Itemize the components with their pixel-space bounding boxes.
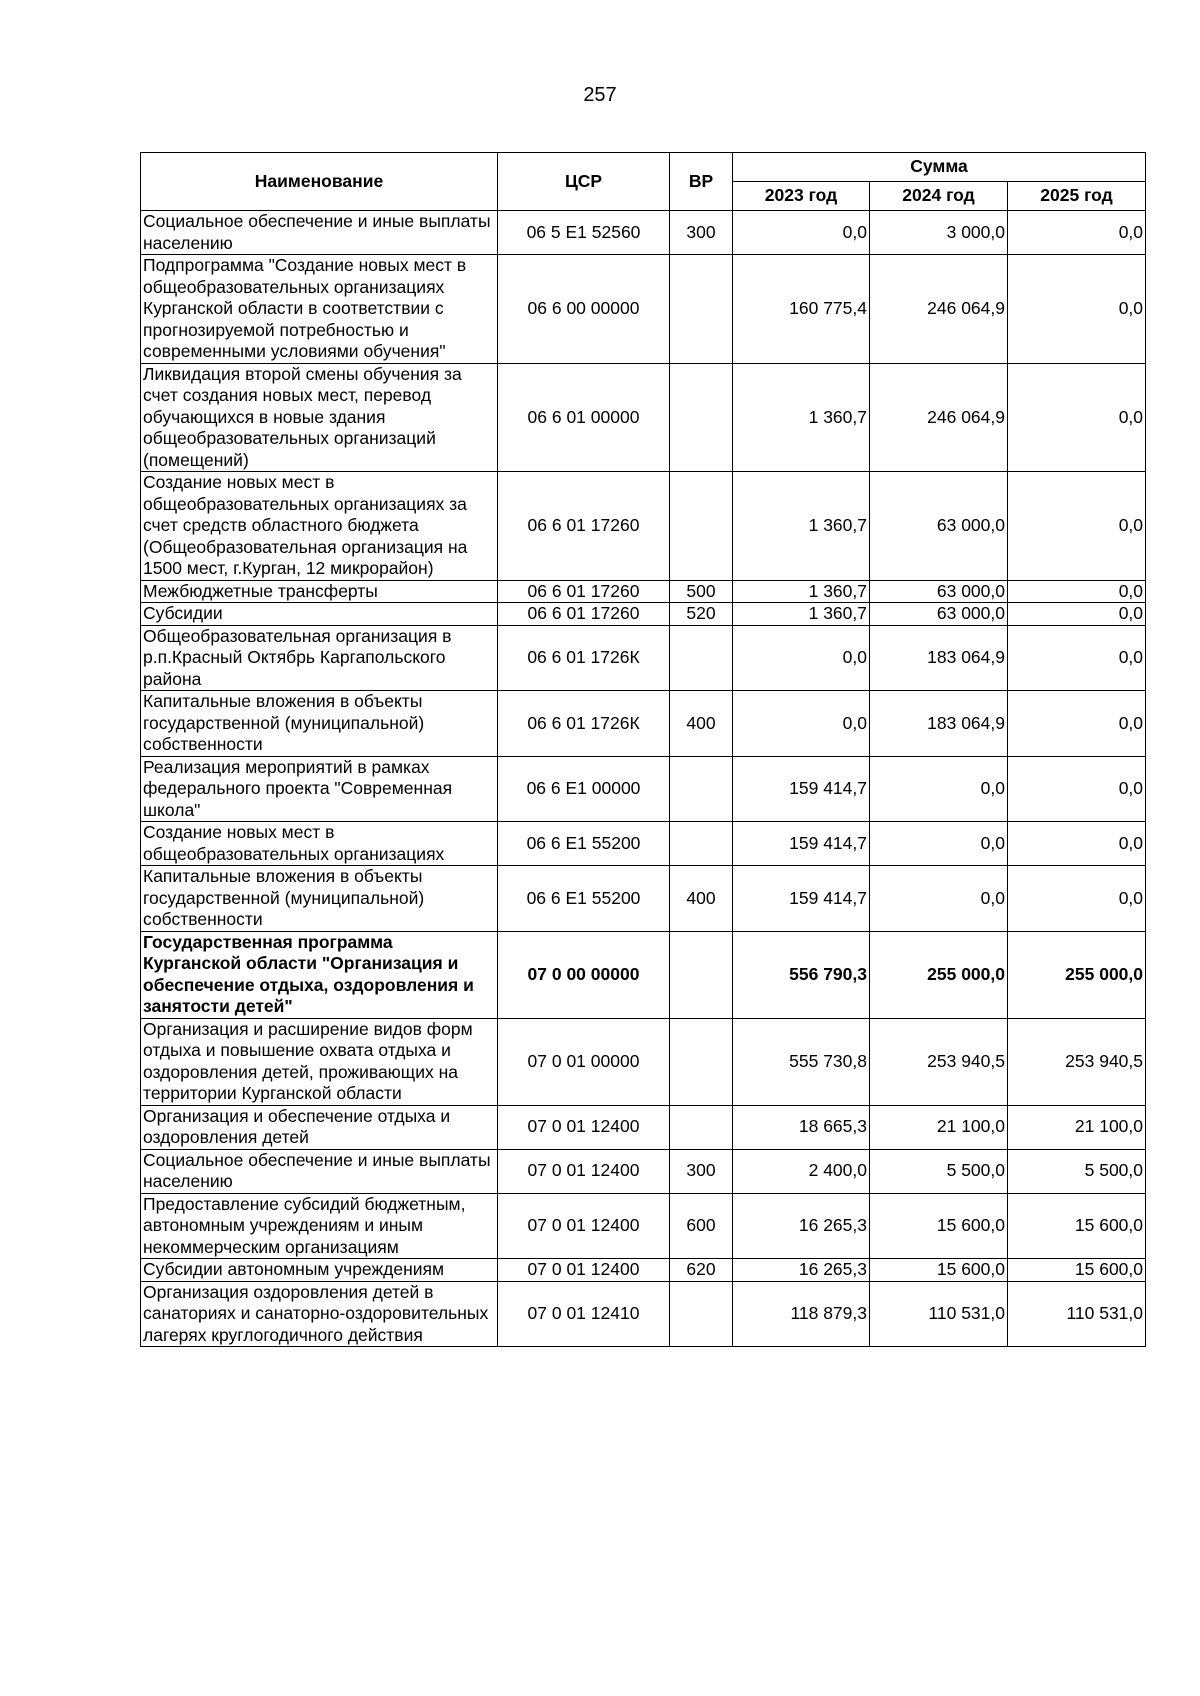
row-amount-2023-cell: 159 414,7 xyxy=(733,822,870,866)
row-amount-2023-cell: 159 414,7 xyxy=(733,756,870,822)
row-amount-2023-cell: 0,0 xyxy=(733,691,870,757)
row-csr-cell: 06 6 E1 55200 xyxy=(498,866,670,932)
table-row xyxy=(141,1018,1146,1105)
row-name-cell: Субсидии автономным учреждениям xyxy=(141,1259,498,1282)
row-vr-cell xyxy=(670,255,733,364)
row-name-cell: Реализация мероприятий в рамках федерального проекта "Современная школа" xyxy=(141,756,498,822)
row-csr-cell: 06 6 01 00000 xyxy=(498,363,670,472)
row-vr-cell: 520 xyxy=(670,603,733,626)
header-year-2023: 2023 год xyxy=(733,182,870,211)
header-name: Наименование xyxy=(141,153,498,211)
row-csr-cell: 07 0 01 12410 xyxy=(498,1281,670,1347)
row-name-cell: Организация и расширение видов форм отдыха и повышение охвата отдыха и оздоровления детей, проживающих на территории Курганской области xyxy=(141,1018,498,1105)
row-csr-cell: 06 6 01 17260 xyxy=(498,603,670,626)
row-amount-2024-cell: 246 064,9 xyxy=(870,255,1008,364)
table-row xyxy=(141,1193,1146,1259)
row-amount-2024-cell: 15 600,0 xyxy=(870,1259,1008,1282)
row-amount-2025-cell: 0,0 xyxy=(1008,691,1146,757)
row-vr-cell: 620 xyxy=(670,1259,733,1282)
row-amount-2024-cell: 0,0 xyxy=(870,822,1008,866)
table-row xyxy=(141,580,1146,603)
row-amount-2023-cell: 556 790,3 xyxy=(733,931,870,1018)
row-vr-cell xyxy=(670,363,733,472)
row-vr-cell xyxy=(670,931,733,1018)
row-amount-2025-cell: 15 600,0 xyxy=(1008,1259,1146,1282)
row-amount-2024-cell: 3 000,0 xyxy=(870,211,1008,255)
row-amount-2023-cell: 555 730,8 xyxy=(733,1018,870,1105)
header-sum: Сумма xyxy=(733,153,1146,182)
row-amount-2023-cell: 18 665,3 xyxy=(733,1105,870,1149)
row-amount-2023-cell: 0,0 xyxy=(733,211,870,255)
row-amount-2025-cell: 21 100,0 xyxy=(1008,1105,1146,1149)
row-name-cell: Субсидии xyxy=(141,603,498,626)
row-name-cell: Ликвидация второй смены обучения за счет создания новых мест, перевод обучающихся в новые здания общеобразовательных организаций (помещений) xyxy=(141,363,498,472)
row-name-cell: Общеобразовательная организация в р.п.Красный Октябрь Каргапольского района xyxy=(141,625,498,691)
row-amount-2024-cell: 253 940,5 xyxy=(870,1018,1008,1105)
row-name-cell: Капитальные вложения в объекты государственной (муниципальной) собственности xyxy=(141,691,498,757)
table-row xyxy=(141,931,1146,1018)
row-amount-2025-cell: 0,0 xyxy=(1008,472,1146,581)
row-name-cell: Социальное обеспечение и иные выплаты населению xyxy=(141,1149,498,1193)
row-vr-cell xyxy=(670,822,733,866)
row-amount-2024-cell: 110 531,0 xyxy=(870,1281,1008,1347)
row-amount-2024-cell: 183 064,9 xyxy=(870,691,1008,757)
row-amount-2023-cell: 16 265,3 xyxy=(733,1193,870,1259)
row-amount-2024-cell: 21 100,0 xyxy=(870,1105,1008,1149)
row-amount-2024-cell: 5 500,0 xyxy=(870,1149,1008,1193)
table-row xyxy=(141,1149,1146,1193)
header-vr: ВР xyxy=(670,153,733,211)
row-name-cell: Организация оздоровления детей в санаториях и санаторно-оздоровительных лагерях круглогодичного действия xyxy=(141,1281,498,1347)
row-amount-2025-cell: 0,0 xyxy=(1008,211,1146,255)
row-vr-cell xyxy=(670,625,733,691)
row-vr-cell: 400 xyxy=(670,866,733,932)
row-vr-cell: 300 xyxy=(670,211,733,255)
row-csr-cell: 07 0 00 00000 xyxy=(498,931,670,1018)
row-csr-cell: 06 6 01 17260 xyxy=(498,472,670,581)
row-amount-2023-cell: 16 265,3 xyxy=(733,1259,870,1282)
row-amount-2025-cell: 0,0 xyxy=(1008,822,1146,866)
row-csr-cell: 06 6 01 1726К xyxy=(498,625,670,691)
row-csr-cell: 06 6 00 00000 xyxy=(498,255,670,364)
row-amount-2024-cell: 63 000,0 xyxy=(870,580,1008,603)
row-amount-2025-cell: 0,0 xyxy=(1008,603,1146,626)
row-name-cell: Создание новых мест в общеобразовательных организациях xyxy=(141,822,498,866)
row-csr-cell: 06 6 E1 55200 xyxy=(498,822,670,866)
row-vr-cell: 600 xyxy=(670,1193,733,1259)
row-csr-cell: 07 0 01 12400 xyxy=(498,1149,670,1193)
page-number: 257 xyxy=(583,84,617,106)
row-amount-2023-cell: 0,0 xyxy=(733,625,870,691)
row-amount-2025-cell: 253 940,5 xyxy=(1008,1018,1146,1105)
table-row xyxy=(141,603,1146,626)
row-amount-2025-cell: 0,0 xyxy=(1008,625,1146,691)
row-amount-2024-cell: 0,0 xyxy=(870,866,1008,932)
row-name-cell: Организация и обеспечение отдыха и оздоровления детей xyxy=(141,1105,498,1149)
row-amount-2024-cell: 183 064,9 xyxy=(870,625,1008,691)
row-csr-cell: 06 5 E1 52560 xyxy=(498,211,670,255)
header-csr: ЦСР xyxy=(498,153,670,211)
row-amount-2024-cell: 246 064,9 xyxy=(870,363,1008,472)
header-year-2024: 2024 год xyxy=(870,182,1008,211)
row-amount-2023-cell: 2 400,0 xyxy=(733,1149,870,1193)
row-amount-2024-cell: 63 000,0 xyxy=(870,603,1008,626)
row-amount-2025-cell: 0,0 xyxy=(1008,255,1146,364)
table-row xyxy=(141,866,1146,932)
row-amount-2023-cell: 1 360,7 xyxy=(733,580,870,603)
table-row xyxy=(141,691,1146,757)
row-csr-cell: 07 0 01 12400 xyxy=(498,1105,670,1149)
budget-table xyxy=(140,152,1146,1347)
table-row xyxy=(141,822,1146,866)
row-amount-2023-cell: 118 879,3 xyxy=(733,1281,870,1347)
row-name-cell: Капитальные вложения в объекты государственной (муниципальной) собственности xyxy=(141,866,498,932)
table-row xyxy=(141,1105,1146,1149)
row-amount-2025-cell: 110 531,0 xyxy=(1008,1281,1146,1347)
row-amount-2024-cell: 0,0 xyxy=(870,756,1008,822)
row-amount-2024-cell: 63 000,0 xyxy=(870,472,1008,581)
row-vr-cell xyxy=(670,756,733,822)
row-amount-2025-cell: 5 500,0 xyxy=(1008,1149,1146,1193)
row-amount-2023-cell: 160 775,4 xyxy=(733,255,870,364)
table-row xyxy=(141,1259,1146,1282)
header-year-2025: 2025 год xyxy=(1008,182,1146,211)
row-vr-cell xyxy=(670,1018,733,1105)
row-vr-cell: 300 xyxy=(670,1149,733,1193)
row-amount-2025-cell: 255 000,0 xyxy=(1008,931,1146,1018)
row-amount-2023-cell: 159 414,7 xyxy=(733,866,870,932)
row-csr-cell: 07 0 01 12400 xyxy=(498,1259,670,1282)
row-name-cell: Социальное обеспечение и иные выплаты населению xyxy=(141,211,498,255)
table-body xyxy=(141,211,1146,1347)
row-amount-2025-cell: 15 600,0 xyxy=(1008,1193,1146,1259)
row-amount-2023-cell: 1 360,7 xyxy=(733,363,870,472)
row-amount-2025-cell: 0,0 xyxy=(1008,866,1146,932)
row-amount-2025-cell: 0,0 xyxy=(1008,363,1146,472)
row-csr-cell: 07 0 01 12400 xyxy=(498,1193,670,1259)
row-name-cell: Подпрограмма "Создание новых мест в общеобразовательных организациях Курганской области в соответствии с прогнозируемой потребностью и современными условиями обучения" xyxy=(141,255,498,364)
row-vr-cell: 400 xyxy=(670,691,733,757)
row-csr-cell: 07 0 01 00000 xyxy=(498,1018,670,1105)
row-amount-2024-cell: 255 000,0 xyxy=(870,931,1008,1018)
row-vr-cell: 500 xyxy=(670,580,733,603)
row-name-cell: Государственная программа Курганской области "Организация и обеспечение отдыха, оздоровления и занятости детей" xyxy=(141,931,498,1018)
row-csr-cell: 06 6 01 1726К xyxy=(498,691,670,757)
row-amount-2023-cell: 1 360,7 xyxy=(733,472,870,581)
row-name-cell: Создание новых мест в общеобразовательных организациях за счет средств областного бюджета (Общеобразовательная организация на 1500 мест, г.Курган, 12 микрорайон) xyxy=(141,472,498,581)
row-name-cell: Предоставление субсидий бюджетным, автономным учреждениям и иным некоммерческим организациям xyxy=(141,1193,498,1259)
table-row xyxy=(141,472,1146,581)
row-amount-2025-cell: 0,0 xyxy=(1008,580,1146,603)
table-row xyxy=(141,625,1146,691)
row-vr-cell xyxy=(670,1105,733,1149)
row-vr-cell xyxy=(670,1281,733,1347)
row-amount-2023-cell: 1 360,7 xyxy=(733,603,870,626)
row-csr-cell: 06 6 01 17260 xyxy=(498,580,670,603)
row-amount-2025-cell: 0,0 xyxy=(1008,756,1146,822)
row-csr-cell: 06 6 E1 00000 xyxy=(498,756,670,822)
table-row xyxy=(141,1281,1146,1347)
table-row xyxy=(141,756,1146,822)
table-row xyxy=(141,211,1146,255)
table-row xyxy=(141,363,1146,472)
table-row xyxy=(141,255,1146,364)
row-amount-2024-cell: 15 600,0 xyxy=(870,1193,1008,1259)
row-vr-cell xyxy=(670,472,733,581)
row-name-cell: Межбюджетные трансферты xyxy=(141,580,498,603)
